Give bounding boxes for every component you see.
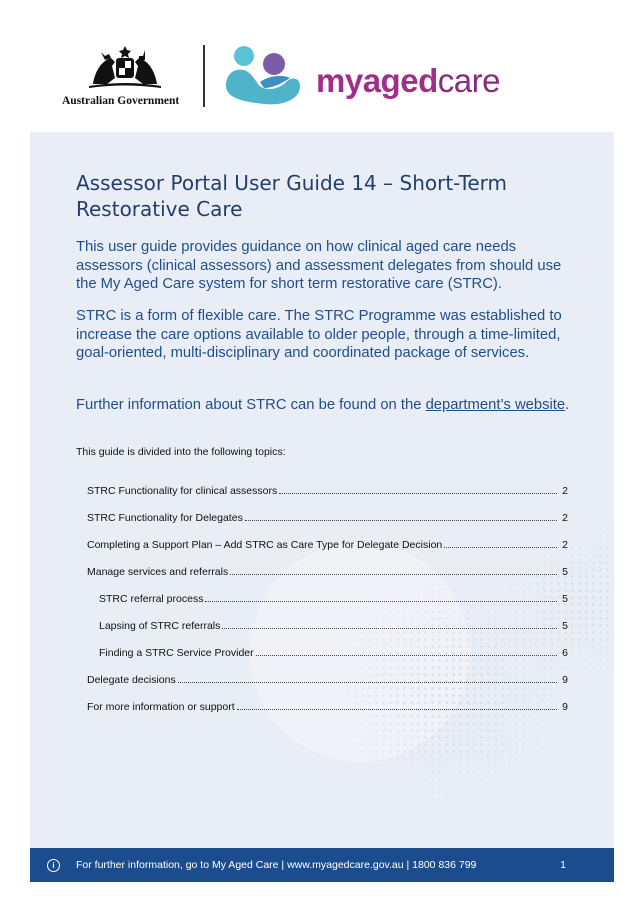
my-aged-care-wordmark (316, 61, 500, 101)
footer-bar (30, 848, 614, 882)
toc-leader (245, 519, 557, 521)
government-label: Australian Government (62, 95, 180, 107)
page-number: 1 (560, 859, 566, 871)
toc-leader (237, 708, 557, 710)
intro-paragraph: This user guide provides guidance on how clinical aged care needs assessors (clinical assessors) and assessment delegates from should use the My Aged Care system for short term restorative care (STRC). (76, 239, 562, 292)
toc-subitem[interactable] (87, 578, 568, 605)
department-website-link[interactable]: department’s website (425, 397, 566, 413)
my-aged-care-logo-icon (224, 42, 304, 108)
toc-leader (279, 492, 557, 494)
toc-label: Delegate decisions (87, 674, 176, 686)
toc-leader (444, 546, 557, 548)
toc-item[interactable] (87, 551, 568, 578)
australian-coat-of-arms-icon (85, 44, 165, 90)
toc-page: 9 (562, 674, 568, 686)
toc-label: Lapsing of STRC referrals (99, 620, 221, 632)
info-icon: i (47, 859, 60, 872)
toc-item[interactable] (87, 524, 568, 551)
toc-page: 9 (562, 701, 568, 713)
further-info-paragraph (76, 396, 576, 415)
toc-leader (222, 627, 557, 629)
toc-label: STRC referral process (99, 593, 204, 605)
toc-leader (205, 600, 557, 602)
toc-page: 6 (562, 647, 568, 659)
toc-item[interactable] (87, 686, 568, 713)
toc-label: STRC Functionality for clinical assessors (87, 485, 278, 497)
toc-label: Finding a STRC Service Provider (99, 647, 254, 659)
toc-page: 2 (562, 512, 568, 524)
strc-paragraph: STRC is a form of flexible care. The STRC Programme was established to increase the care options available to older people, through a time-limited, goal-oriented, multi-disciplinary and coordinated package of services. (76, 308, 562, 361)
content-panel (30, 132, 614, 848)
toc-subitem[interactable] (87, 632, 568, 659)
toc-subitem[interactable] (87, 605, 568, 632)
toc-label: For more information or support (87, 701, 235, 713)
toc-intro: This guide is divided into the following topics: (76, 446, 286, 458)
header (0, 0, 643, 132)
toc-leader (256, 654, 557, 656)
brand-aged: aged (362, 62, 438, 99)
toc-leader (230, 573, 557, 575)
toc-page: 2 (562, 485, 568, 497)
toc-page: 5 (562, 593, 568, 605)
table-of-contents (87, 470, 568, 713)
toc-item[interactable] (87, 497, 568, 524)
header-divider (203, 45, 205, 107)
toc-label: Manage services and referrals (87, 566, 229, 578)
toc-item[interactable] (87, 659, 568, 686)
brand-care: care (437, 62, 500, 99)
toc-item[interactable] (87, 470, 568, 497)
toc-label: Completing a Support Plan – Add STRC as Care Type for Delegate Decision (87, 539, 443, 551)
toc-label: STRC Functionality for Delegates (87, 512, 243, 524)
toc-page: 5 (562, 566, 568, 578)
brand-my: my (316, 62, 363, 99)
page-title: Assessor Portal User Guide 14 – Short-Term Restorative Care (76, 171, 508, 221)
toc-leader (178, 681, 557, 683)
footer-text: For further information, go to My Aged Care | www.myagedcare.gov.au | 1800 836 799 (76, 859, 477, 871)
toc-page: 2 (562, 539, 568, 551)
further-info-text: Further information about STRC can be found on the (76, 397, 426, 413)
toc-page: 5 (562, 620, 568, 632)
further-info-suffix: . (565, 397, 570, 413)
